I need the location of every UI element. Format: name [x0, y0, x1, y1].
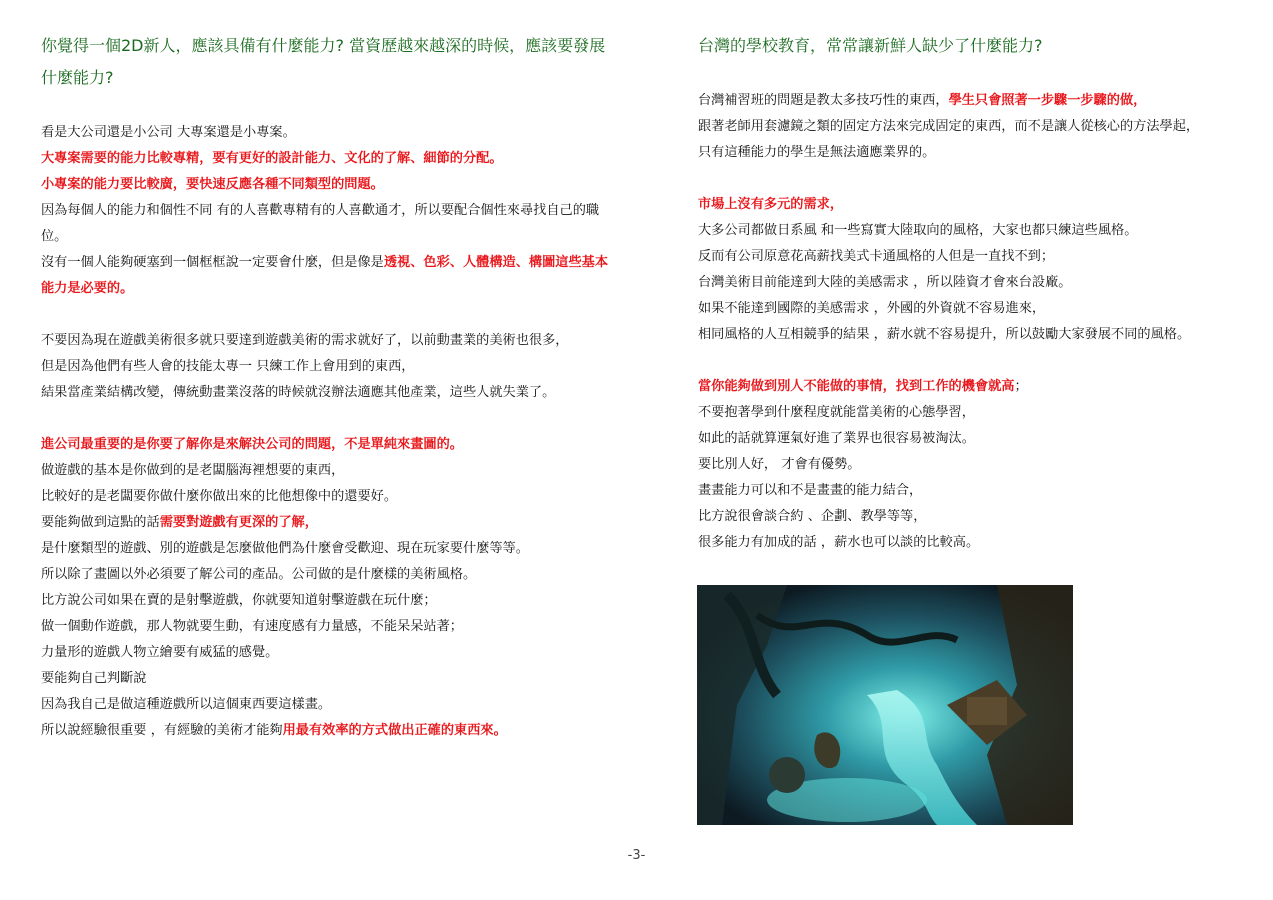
left-paragraph	[41, 328, 621, 406]
body-text: 沒有一個人能夠硬塞到一個框框說一定要會什麼，但是像是	[41, 255, 384, 270]
right-text-line	[698, 296, 1238, 322]
body-text: 大多公司都做日系風 和一些寫實大陸取向的風格，大家也都只練這些風格。	[698, 223, 1138, 238]
highlighted-text: 小專案的能力要比較廣，要快速反應各種不同類型的問題。	[41, 177, 384, 192]
left-text-line	[41, 536, 621, 562]
body-text: 相同風格的人互相競爭的結果 ，薪水就不容易提升，所以鼓勵大家發展不同的風格。	[698, 327, 1191, 342]
body-text: 如果不能達到國際的美感需求 ，外國的外資就不容易進來，	[698, 301, 1046, 316]
body-text: 比較好的是老闆要你做什麼你做出來的比他想像中的還要好。	[41, 489, 398, 504]
body-text: 所以除了畫圖以外必須要了解公司的產品。公司做的是什麼樣的美術風格。	[41, 567, 477, 582]
right-text-line	[698, 114, 1238, 140]
highlighted-text: 需要對遊戲有更深的了解，	[159, 515, 318, 530]
body-text: 如此的話就算運氣好進了業界也很容易被淘汰。	[698, 431, 975, 446]
right-text-line	[698, 322, 1238, 348]
right-text-line	[698, 192, 1238, 218]
highlighted-text: 學生只會照著一步驟一步驟的做，	[948, 93, 1147, 108]
left-text-line	[41, 588, 621, 614]
right-text-line	[698, 140, 1238, 166]
left-text-line	[41, 380, 621, 406]
left-text-line	[41, 198, 621, 250]
body-text: 畫畫能力可以和不是畫畫的能力結合，	[698, 483, 923, 498]
right-column	[698, 30, 1238, 582]
fantasy-forest-river-painting-icon	[697, 585, 1073, 825]
right-text-line	[698, 218, 1238, 244]
right-text-line	[698, 374, 1238, 400]
body-text: 但是因為他們有些人會的技能太專一 只練工作上會用到的東西，	[41, 359, 415, 374]
body-text: 跟著老師用套濾鏡之類的固定方法來完成固定的東西，而不是讓人從核心的方法學起，	[698, 119, 1200, 134]
right-text-line	[698, 244, 1238, 270]
right-paragraph	[698, 88, 1238, 166]
left-text-line	[41, 354, 621, 380]
right-text-line	[698, 452, 1238, 478]
right-text-line	[698, 88, 1238, 114]
highlighted-text: 透視、色彩、人體構造、構圖這些基本能力是必要的。	[41, 255, 609, 296]
left-text-line	[41, 562, 621, 588]
body-text: 要能夠做到這點的話	[41, 515, 160, 530]
body-text: 要能夠自己判斷說	[41, 671, 147, 686]
left-text-line	[41, 458, 621, 484]
left-text-line	[41, 146, 621, 172]
body-text: 力量形的遊戲人物立繪要有威猛的感覺。	[41, 645, 279, 660]
body-text: 反而有公司原意花高薪找美式卡通風格的人但是一直找不到；	[698, 249, 1055, 264]
body-text: 是什麼類型的遊戲、別的遊戲是怎麼做他們為什麼會受歡迎、現在玩家要什麼等等。	[41, 541, 529, 556]
body-text: 只有這種能力的學生是無法適應業界的。	[698, 145, 936, 160]
body-text: 所以說經驗很重要 ，有經驗的美術才能夠	[41, 723, 283, 738]
left-text-line	[41, 120, 621, 146]
right-paragraph	[698, 374, 1238, 556]
body-text: 因為每個人的能力和個性不同 有的人喜歡專精有的人喜歡通才，所以要配合個性來尋找自己的職位。	[41, 203, 600, 244]
left-text-line	[41, 250, 621, 302]
left-column	[41, 30, 621, 770]
highlighted-text: 當你能夠做到別人不能做的事情，找到工作的機會就高	[698, 379, 1015, 394]
left-text-line	[41, 328, 621, 354]
body-text: 很多能力有加成的話 ，薪水也可以談的比較高。	[698, 535, 980, 550]
body-text: ；	[1014, 379, 1028, 394]
body-text: 做遊戲的基本是你做到的是老闆腦海裡想要的東西，	[41, 463, 345, 478]
body-text: 要比別人好， 才會有優勢。	[698, 457, 861, 472]
page-number: -3-	[627, 848, 646, 863]
left-body	[41, 120, 621, 744]
left-text-line	[41, 432, 621, 458]
right-text-line	[698, 530, 1238, 556]
right-text-line	[698, 400, 1238, 426]
body-text: 做一個動作遊戲，那人物就要生動，有速度感有力量感，不能呆呆站著；	[41, 619, 463, 634]
left-text-line	[41, 718, 621, 744]
body-text: 比方說公司如果在賣的是射擊遊戲，你就要知道射擊遊戲在玩什麼；	[41, 593, 437, 608]
body-text: 不要因為現在遊戲美術很多就只要達到遊戲美術的需求就好了，以前動畫業的美術也很多，	[41, 333, 569, 348]
right-text-line	[698, 270, 1238, 296]
highlighted-text: 進公司最重要的是你要了解你是來解決公司的問題，不是單純來畫圖的。	[41, 437, 463, 452]
body-text: 結果當產業結構改變，傳統動畫業沒落的時候就沒辦法適應其他產業，這些人就失業了。	[41, 385, 556, 400]
left-text-line	[41, 484, 621, 510]
highlighted-text: 市場上沒有多元的需求，	[698, 197, 844, 212]
left-text-line	[41, 172, 621, 198]
highlighted-text: 用最有效率的方式做出正確的東西來。	[282, 723, 507, 738]
left-text-line	[41, 666, 621, 692]
body-text: 台灣補習班的問題是教太多技巧性的東西，	[698, 93, 949, 108]
body-text: 看是大公司還是小公司 大專案還是小專案。	[41, 125, 296, 140]
left-text-line	[41, 614, 621, 640]
right-text-line	[698, 504, 1238, 530]
right-text-line	[698, 426, 1238, 452]
right-text-line	[698, 478, 1238, 504]
body-text: 不要抱著學到什麼程度就能當美術的心態學習，	[698, 405, 975, 420]
left-heading: 你覺得一個2D新人，應該具備有什麼能力? 當資歷越來越深的時候，應該要發展什麼能力?	[41, 36, 606, 87]
right-body	[698, 88, 1238, 556]
body-text: 因為我自己是做這種遊戲所以這個東西要這樣畫。	[41, 697, 332, 712]
left-text-line	[41, 692, 621, 718]
highlighted-text: 大專案需要的能力比較專精，要有更好的設計能力、文化的了解、細節的分配。	[41, 151, 503, 166]
right-paragraph	[698, 192, 1238, 348]
left-text-line	[41, 640, 621, 666]
body-text: 比方說很會談合約 、企劃、教學等等，	[698, 509, 927, 524]
left-paragraph	[41, 432, 621, 744]
body-text: 台灣美術目前能達到大陸的美感需求 ，所以陸資才會來台設廠。	[698, 275, 1072, 290]
left-text-line	[41, 510, 621, 536]
right-heading: 台灣的學校教育，常常讓新鮮人缺少了什麼能力?	[698, 36, 1043, 55]
left-paragraph	[41, 120, 621, 302]
